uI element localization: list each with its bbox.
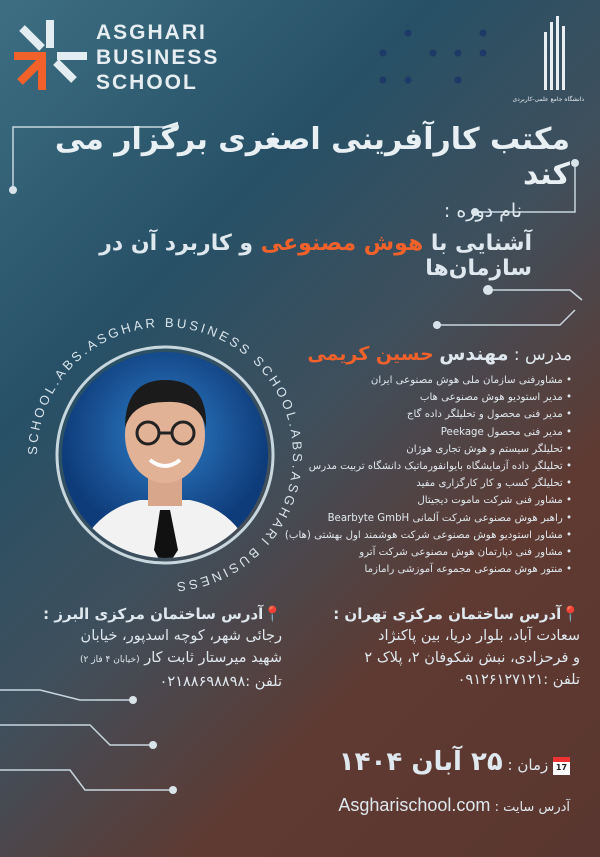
instructor-photo bbox=[20, 310, 310, 600]
location-pin-icon: 📍 bbox=[561, 605, 580, 623]
ring-text: SCHOOL.ABS.ASGHAR BUSINESS SCHOOL.ABS.ASGHARI BUSINESS bbox=[24, 314, 306, 595]
address-line: رجائی شهر، کوچه اسدپور، خیابان bbox=[80, 628, 282, 644]
address-heading: آدرس ساختمان مرکزی البرز : bbox=[43, 605, 264, 623]
website-link[interactable]: Asgharischool.com bbox=[338, 795, 491, 815]
address-alborz bbox=[43, 603, 282, 693]
course-suffix: و کاربرد آن در سازمان‌ها bbox=[99, 231, 532, 281]
event-date bbox=[339, 747, 570, 777]
date-value: ۲۵ آبان ۱۴۰۴ bbox=[338, 747, 503, 777]
calendar-icon: 17 bbox=[553, 757, 570, 775]
instructor-bullet: • تحلیلگر کسب و کار کارگزاری مفید bbox=[285, 475, 572, 492]
main-title: مکتب کارآفرینی اصغری برگزار می کند bbox=[54, 122, 570, 192]
instructor-bullet: • مشاور فنی دپارتمان هوش مصنوعی شرکت آترو bbox=[285, 544, 572, 561]
address-tehran bbox=[333, 603, 580, 691]
logo-line: SCHOOL bbox=[96, 71, 198, 94]
instructor-bullet: • راهبر هوش مصنوعی شرکت آلمانی Bearbyte GmbH bbox=[285, 510, 572, 527]
website-label: آدرس سایت : bbox=[494, 800, 570, 815]
instructor-bullet: • تحلیلگر سیستم و هوش تجاری هوژان bbox=[285, 441, 572, 458]
instructor-bullet: • مدیر استودیو هوش مصنوعی هاب bbox=[285, 389, 572, 406]
course-label: نام دوره : bbox=[443, 200, 522, 222]
instructor-label: مدرس : bbox=[513, 345, 572, 365]
instructor-bullet: • منتور هوش مصنوعی مجموعه آموزشی رامازما bbox=[285, 561, 572, 578]
university-caption: دانشگاه جامع علمی-کاربردی bbox=[512, 96, 584, 103]
address-line: شهید میرستار ثابت کار bbox=[144, 650, 282, 666]
instructor-bullets bbox=[285, 372, 572, 578]
location-pin-icon: 📍 bbox=[263, 605, 282, 623]
phone: تلفن :۰۹۱۲۶۱۲۷۱۲۱ bbox=[457, 672, 580, 688]
logo-line: BUSINESS bbox=[96, 46, 220, 69]
address-note: (خیابان ۴ فاز ۲) bbox=[80, 655, 140, 665]
instructor-title: مهندس bbox=[439, 343, 509, 365]
instructor-bullet: • مدیر فنی محصول Peekage bbox=[285, 424, 572, 441]
address-line: سعادت آباد، بلوار دریا، بین پاکنژاد bbox=[378, 628, 580, 644]
date-label: زمان : bbox=[507, 756, 549, 774]
phone: تلفن :۰۲۱۸۸۶۹۸۸۹۸ bbox=[159, 674, 282, 690]
course-title bbox=[0, 231, 532, 281]
course-highlight: هوش مصنوعی bbox=[260, 231, 424, 256]
course-prefix: آشنایی با bbox=[430, 231, 532, 256]
instructor-heading bbox=[307, 343, 572, 365]
instructor-bullet: • مدیر فنی محصول و تحلیلگر داده گاج bbox=[285, 406, 572, 423]
address-line: و فرحزادی، نبش شکوفان ۲، پلاک ۲ bbox=[364, 650, 580, 666]
logo-line: ASGHARI bbox=[96, 21, 207, 44]
instructor-bullet: • مشاور فنی شرکت ماموت دیجیتال bbox=[285, 492, 572, 509]
website bbox=[338, 795, 570, 816]
instructor-name: حسین کریمی bbox=[307, 343, 434, 365]
instructor-bullet: • تحلیلگر داده آزمایشگاه بایوانفورماتیک دانشگاه تربیت مدرس bbox=[285, 458, 572, 475]
address-heading: آدرس ساختمان مرکزی تهران : bbox=[333, 605, 562, 623]
instructor-bullet: • مشاور استودیو هوش مصنوعی شرکت هوشمند اول بهشتی (هاب) bbox=[285, 527, 572, 544]
instructor-bullet: • مشاورفنی سازمان ملی هوش مصنوعی ایران bbox=[285, 372, 572, 389]
